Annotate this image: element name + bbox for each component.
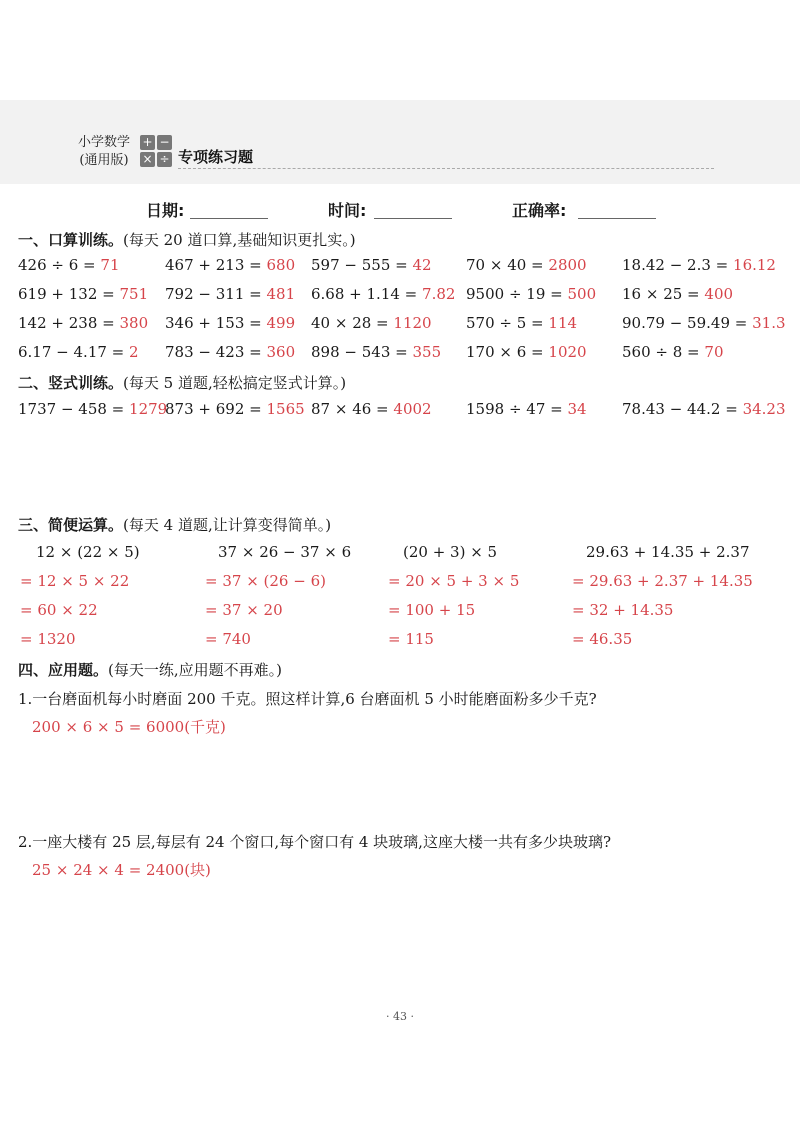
- oral-answer: 355: [412, 343, 442, 361]
- simplify-step: = 115: [388, 630, 434, 648]
- oral-answer: 481: [266, 285, 296, 303]
- oral-question: 40 × 28 =: [311, 314, 389, 332]
- simplify-step: = 29.63 + 2.37 + 14.35: [572, 572, 753, 590]
- divide-icon: ÷: [157, 152, 172, 167]
- oral-item: [311, 285, 455, 303]
- plus-icon: +: [140, 135, 155, 150]
- oral-question: 9500 ÷ 19 =: [466, 285, 563, 303]
- oral-question: 467 + 213 =: [165, 256, 262, 274]
- oral-item: [18, 285, 148, 303]
- oral-item: [311, 256, 432, 274]
- series-title: 专项练习题: [178, 148, 254, 166]
- vertical-answer: 34: [567, 400, 587, 418]
- oral-item: [311, 343, 441, 361]
- simplify-step: = 740: [205, 630, 251, 648]
- simplify-step: = 12 × 5 × 22: [20, 572, 130, 590]
- simplify-step: = 37 × (26 − 6): [205, 572, 326, 590]
- oral-item: [18, 343, 139, 361]
- page-number: · 43 ·: [386, 1010, 414, 1023]
- oral-question: 70 × 40 =: [466, 256, 544, 274]
- oral-answer: 114: [548, 314, 578, 332]
- oral-item: [165, 256, 295, 274]
- vertical-question: 78.43 − 44.2 =: [622, 400, 738, 418]
- section-simplify-title: [18, 514, 331, 535]
- oral-question: 570 ÷ 5 =: [466, 314, 544, 332]
- vertical-item: [466, 400, 587, 418]
- oral-question: 783 − 423 =: [165, 343, 262, 361]
- brand-label: [78, 134, 130, 170]
- section-note: (每天 20 道口算,基础知识更扎实。): [123, 231, 356, 249]
- oral-item: [165, 343, 295, 361]
- section-title-text: 一、口算训练。: [18, 231, 124, 249]
- simplify-step: = 32 + 14.35: [572, 601, 674, 619]
- section-note: (每天 5 道题,轻松搞定竖式计算。): [123, 374, 347, 392]
- oral-item: [466, 285, 596, 303]
- time-blank[interactable]: [374, 218, 452, 219]
- oral-answer: 2: [129, 343, 139, 361]
- vertical-question: 873 + 692 =: [165, 400, 262, 418]
- word-problem-answer: 200 × 6 × 5 = 6000(千克): [32, 718, 226, 736]
- oral-answer: 70: [704, 343, 724, 361]
- section-note: (每天一练,应用题不再难。): [108, 661, 282, 679]
- oral-answer: 500: [567, 285, 597, 303]
- word-problem-question: 1.一台磨面机每小时磨面 200 千克。照这样计算,6 台磨面机 5 小时能磨面粉多少千克?: [18, 690, 597, 708]
- accuracy-label: 正确率:: [512, 201, 567, 220]
- date-blank[interactable]: [190, 218, 268, 219]
- oral-question: 6.68 + 1.14 =: [311, 285, 418, 303]
- vertical-question: 87 × 46 =: [311, 400, 389, 418]
- date-label: 日期:: [146, 201, 185, 220]
- vertical-answer: 1279: [129, 400, 168, 418]
- oral-question: 426 ÷ 6 =: [18, 256, 96, 274]
- oral-answer: 380: [119, 314, 149, 332]
- oral-answer: 2800: [548, 256, 587, 274]
- section-word-title: [18, 659, 282, 680]
- simplify-expression: (20 + 3) × 5: [403, 543, 498, 561]
- vertical-question: 1737 − 458 =: [18, 400, 125, 418]
- simplify-step: = 46.35: [572, 630, 633, 648]
- oral-answer: 71: [100, 256, 120, 274]
- times-icon: ×: [140, 152, 155, 167]
- vertical-answer: 34.23: [742, 400, 786, 418]
- oral-question: 619 + 132 =: [18, 285, 115, 303]
- section-title-text: 三、简便运算。: [18, 516, 124, 534]
- oral-question: 597 − 555 =: [311, 256, 408, 274]
- oral-answer: 31.3: [752, 314, 786, 332]
- simplify-expression: 12 × (22 × 5): [36, 543, 140, 561]
- oral-item: [466, 314, 577, 332]
- operator-icons: [140, 135, 174, 169]
- vertical-answer: 1565: [266, 400, 305, 418]
- oral-question: 142 + 238 =: [18, 314, 115, 332]
- header-divider: [178, 168, 714, 169]
- oral-answer: 1020: [548, 343, 587, 361]
- simplify-step: = 60 × 22: [20, 601, 98, 619]
- oral-item: [18, 256, 120, 274]
- vertical-item: [18, 400, 167, 418]
- simplify-step: = 1320: [20, 630, 76, 648]
- simplify-expression: 37 × 26 − 37 × 6: [218, 543, 352, 561]
- oral-item: [165, 314, 295, 332]
- oral-item: [622, 314, 786, 332]
- oral-answer: 1120: [393, 314, 432, 332]
- section-oral-title: [18, 229, 356, 250]
- vertical-item: [311, 400, 432, 418]
- vertical-answer: 4002: [393, 400, 432, 418]
- section-note: (每天 4 道题,让计算变得简单。): [123, 516, 332, 534]
- vertical-item: [165, 400, 305, 418]
- simplify-step: = 100 + 15: [388, 601, 476, 619]
- oral-answer: 400: [704, 285, 734, 303]
- oral-answer: 680: [266, 256, 296, 274]
- oral-item: [311, 314, 432, 332]
- simplify-expression: 29.63 + 14.35 + 2.37: [586, 543, 750, 561]
- simplify-step: = 20 × 5 + 3 × 5: [388, 572, 520, 590]
- oral-question: 18.42 − 2.3 =: [622, 256, 729, 274]
- word-problem-answer: 25 × 24 × 4 = 2400(块): [32, 861, 211, 879]
- oral-answer: 42: [412, 256, 432, 274]
- section-title-text: 二、竖式训练。: [18, 374, 124, 392]
- minus-icon: −: [157, 135, 172, 150]
- brand-line1: 小学数学: [78, 135, 131, 150]
- oral-answer: 16.12: [733, 256, 776, 274]
- oral-item: [622, 343, 724, 361]
- brand-line2: (通用版): [79, 153, 129, 168]
- oral-question: 560 ÷ 8 =: [622, 343, 700, 361]
- word-problem-question: 2.一座大楼有 25 层,每层有 24 个窗口,每个窗口有 4 块玻璃,这座大楼一共有多少块玻璃?: [18, 833, 611, 851]
- simplify-step: = 37 × 20: [205, 601, 283, 619]
- oral-item: [622, 285, 733, 303]
- oral-item: [466, 343, 587, 361]
- oral-item: [18, 314, 148, 332]
- vertical-question: 1598 ÷ 47 =: [466, 400, 563, 418]
- oral-answer: 360: [266, 343, 296, 361]
- oral-item: [622, 256, 776, 274]
- vertical-item: [622, 400, 786, 418]
- oral-question: 898 − 543 =: [311, 343, 408, 361]
- oral-question: 792 − 311 =: [165, 285, 262, 303]
- oral-question: 16 × 25 =: [622, 285, 700, 303]
- oral-answer: 7.82: [422, 285, 456, 303]
- oral-item: [466, 256, 587, 274]
- oral-question: 90.79 − 59.49 =: [622, 314, 748, 332]
- oral-question: 170 × 6 =: [466, 343, 544, 361]
- oral-question: 6.17 − 4.17 =: [18, 343, 125, 361]
- oral-answer: 499: [266, 314, 296, 332]
- accuracy-blank[interactable]: [578, 218, 656, 219]
- time-label: 时间:: [328, 201, 367, 220]
- section-title-text: 四、应用题。: [18, 661, 109, 679]
- oral-item: [165, 285, 295, 303]
- oral-question: 346 + 153 =: [165, 314, 262, 332]
- section-vertical-title: [18, 372, 346, 393]
- oral-answer: 751: [119, 285, 149, 303]
